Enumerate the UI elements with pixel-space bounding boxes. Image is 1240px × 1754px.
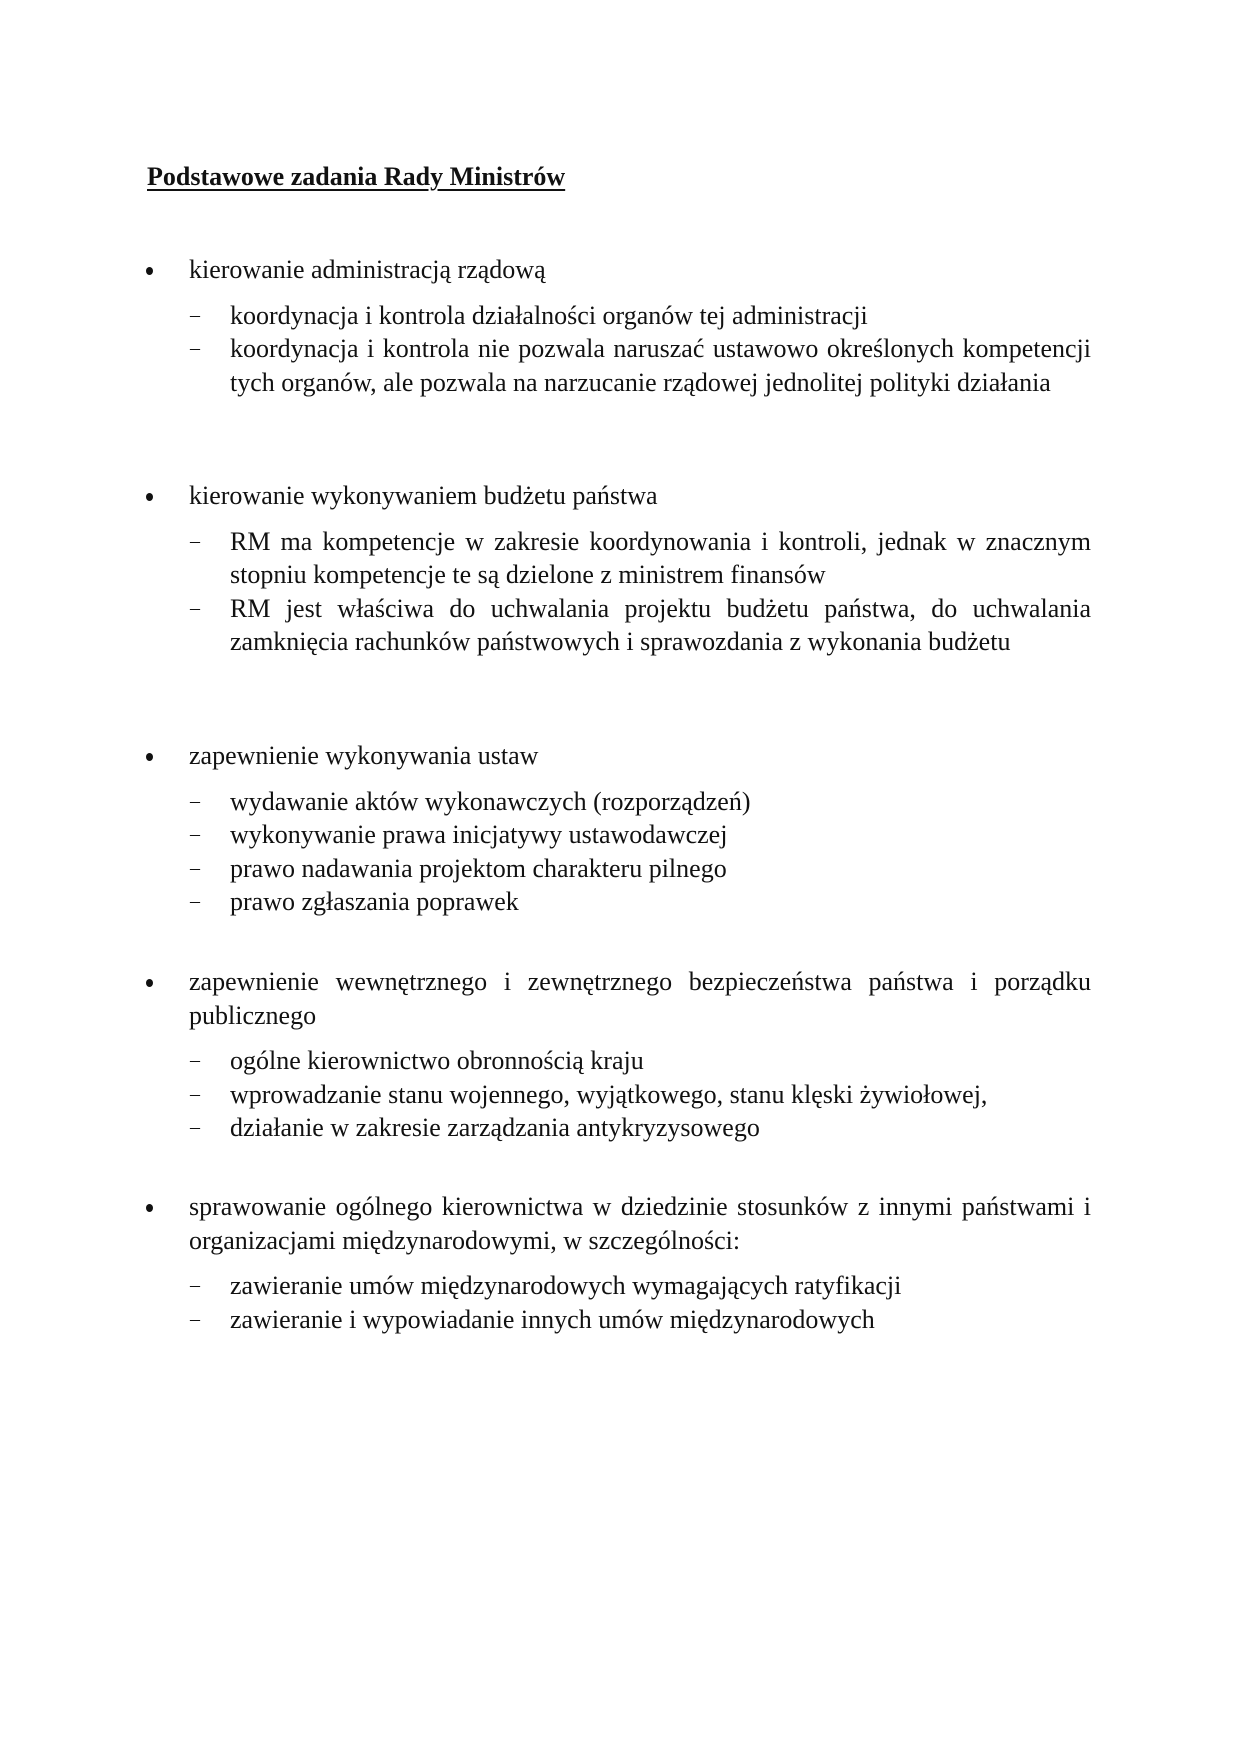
sub-item-text: zawieranie umów międzynarodowych wymagających ratyfikacji xyxy=(230,1271,902,1300)
sub-item-text: wprowadzanie stanu wojennego, wyjątkowego, stanu klęski żywiołowej, xyxy=(230,1079,988,1109)
sub-item-text: działanie w zakresie zarządzania antykryzysowego xyxy=(230,1113,760,1142)
sub-item xyxy=(0,818,1091,852)
sub-item-text: wydawanie aktów wykonawczych (rozporządzeń) xyxy=(230,786,751,816)
bullet-text: zapewnienie wykonywania ustaw xyxy=(189,741,539,770)
sub-item-text: wykonywanie prawa inicjatywy ustawodawczej xyxy=(230,820,728,849)
bullet-icon xyxy=(146,1204,153,1212)
section-5 xyxy=(0,1190,1240,1336)
sub-item-text: koordynacja i kontrola działalności organów tej administracji xyxy=(230,300,868,330)
sub-item xyxy=(0,299,1091,333)
sub-item xyxy=(0,785,1091,819)
bullet-item xyxy=(0,965,1091,1032)
sub-item-text: ogólne kierownictwo obronnością kraju xyxy=(230,1046,644,1075)
dash-icon: – xyxy=(190,823,200,845)
section-3 xyxy=(0,739,1240,919)
page-title: Podstawowe zadania Rady Ministrów xyxy=(147,162,566,191)
bullet-text: kierowanie wykonywaniem budżetu państwa xyxy=(189,481,658,510)
bullet-icon xyxy=(146,493,153,501)
sub-item xyxy=(0,525,1091,592)
sub-item-text: prawo nadawania projektom charakteru pilnego xyxy=(230,853,727,883)
dash-icon: – xyxy=(190,337,200,359)
sub-item-text: RM ma kompetencje w zakresie koordynowania i kontroli, jednak w znacznym stopniu kompetencje te są dzielone z ministrem finansów xyxy=(230,526,1091,589)
section-1 xyxy=(0,253,1240,399)
dash-icon: – xyxy=(190,1274,200,1296)
dash-icon: – xyxy=(190,789,200,812)
bullet-item xyxy=(0,739,1091,773)
sub-item xyxy=(0,1078,1091,1112)
bullet-text: kierowanie administracją rządową xyxy=(189,255,546,284)
dash-icon: – xyxy=(190,856,200,879)
bullet-item xyxy=(0,253,1091,287)
bullet-icon xyxy=(146,267,153,275)
sub-item xyxy=(0,592,1091,659)
dash-icon: – xyxy=(190,1082,200,1105)
sub-item xyxy=(0,332,1091,399)
bullet-item xyxy=(0,1190,1091,1257)
sub-item-text: zawieranie i wypowiadanie innych umów międzynarodowych xyxy=(230,1304,875,1334)
bullet-item xyxy=(0,479,1091,513)
bullet-text: sprawowanie ogólnego kierownictwa w dziedzinie stosunków z innymi państwami i organizacjami międzynarodowymi, w szczególności: xyxy=(189,1192,1091,1255)
bullet-icon xyxy=(146,753,153,761)
sub-item xyxy=(0,885,1091,919)
bullet-text: zapewnienie wewnętrznego i zewnętrznego bezpieczeństwa państwa i porządku publicznego xyxy=(189,967,1091,1030)
sub-item-text: prawo zgłaszania poprawek xyxy=(230,887,519,916)
sub-item-text: RM jest właściwa do uchwalania projektu budżetu państwa, do uchwalania zamknięcia rachunków państwowych i sprawozdania z wykonania budżetu xyxy=(230,593,1091,656)
dash-icon: – xyxy=(190,529,200,552)
bullet-icon xyxy=(146,979,153,987)
sub-item xyxy=(0,1303,1091,1337)
section-4 xyxy=(0,965,1240,1145)
dash-icon: – xyxy=(190,1049,200,1071)
dash-icon: – xyxy=(190,1116,200,1138)
sub-item xyxy=(0,1111,1091,1145)
dash-icon: – xyxy=(190,596,200,619)
dash-icon: – xyxy=(190,303,200,326)
sub-item xyxy=(0,1269,1091,1303)
sub-item xyxy=(0,852,1091,886)
dash-icon: – xyxy=(190,890,200,912)
dash-icon: – xyxy=(190,1307,200,1330)
section-2 xyxy=(0,479,1240,659)
sub-item xyxy=(0,1044,1091,1078)
sub-item-text: koordynacja i kontrola nie pozwala naruszać ustawowo określonych kompetencji tych organów, ale pozwala na narzucanie rządowej jednolitej polityki działania xyxy=(230,334,1091,397)
